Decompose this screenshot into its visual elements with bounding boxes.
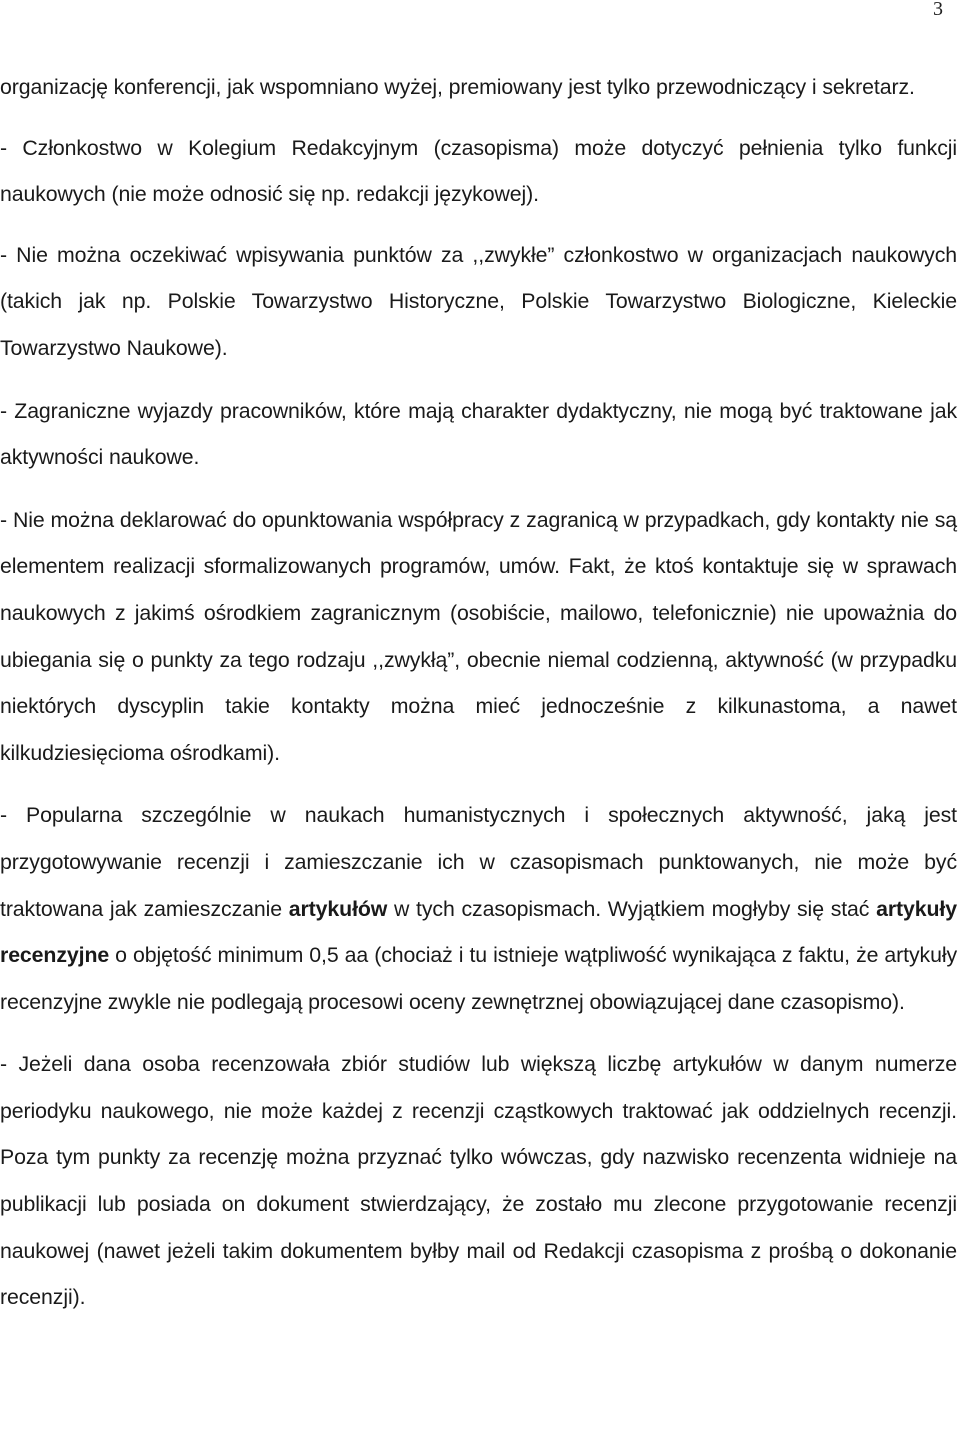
paragraph-7: - Jeżeli dana osoba recenzowała zbiór studiów lub większą liczbę artykułów w danym numerze periodyku naukowego, nie może każdej z recenzji cząstkowych traktować jak oddzielnych recenzji. Poza tym punkty za recenzję można przyznać tylko wówczas, gdy nazwisko recenzenta widnieje na publikacji lub posiada on dokument stwierdzający, że zostało mu zlecone przygotowanie recenzji naukowej (nawet jeżeli takim dokumentem byłby mail od Redakcji czasopisma z prośbą o dokonanie recenzji).: [0, 1052, 957, 1310]
page-number: 3: [933, 0, 943, 20]
paragraph-4: - Zagraniczne wyjazdy pracowników, które mają charakter dydaktyczny, nie mogą być traktowane jak aktywności naukowe.: [0, 398, 957, 470]
bold-term-articles: artykułów: [288, 896, 388, 921]
bold-term-review-articles: artykuły recenzyjne: [0, 896, 957, 968]
paragraph-6: [0, 792, 957, 1025]
paragraph-1: organizację konferencji, jak wspomniano wyżej, premiowany jest tylko przewodniczący i sekretarz.: [0, 75, 915, 99]
paragraph-6-text-c: w tych czasopismach. Wyjątkiem mogłyby się stać: [387, 896, 877, 921]
paragraph-5: - Nie można deklarować do opunktowania współpracy z zagranicą w przypadkach, gdy kontakty nie są elementem realizacji sformalizowanych programów, umów. Fakt, że ktoś kontaktuje się w sprawach naukowych z jakimś ośrodkiem zagranicznym (osobiście, mailowo, telefonicznie) nie upoważnia do ubiegania się o punkty za tego rodzaju ,,zwykłą”, obecnie niemal codzienną, aktywność (w przypadku niektórych dyscyplin takie kontakty można mieć jednocześnie z kilkunastoma, a nawet kilkudziesięcioma ośrodkami).: [0, 507, 957, 765]
paragraph-3: - Nie można oczekiwać wpisywania punktów za ,,zwykłe” członkostwo w organizacjach naukowych (takich jak np. Polskie Towarzystwo Historyczne, Polskie Towarzystwo Biologiczne, Kieleckie Towarzystwo Naukowe).: [0, 242, 957, 360]
paragraph-6-text-a: - Popularna szczególnie w naukach humanistycznych i społecznych aktywność, jaką jest przygotowywanie recenzji i zamieszczanie ich w czasopismach punktowanych, nie może być traktowana jak zamieszczanie: [0, 803, 957, 921]
paragraph-6-text-d: o objętość minimum 0,5 aa (chociaż i tu istnieje wątpliwość wynikająca z faktu, że artykuły recenzyjne zwykle nie podlegają procesowi oceny zewnętrznej obowiązującej dane czasopismo).: [0, 943, 957, 1014]
document-body: [0, 64, 957, 1337]
paragraph-2: - Członkostwo w Kolegium Redakcyjnym (czasopisma) może dotyczyć pełnienia tylko funkcji naukowych (nie może odnosić się np. redakcji językowej).: [0, 135, 957, 207]
